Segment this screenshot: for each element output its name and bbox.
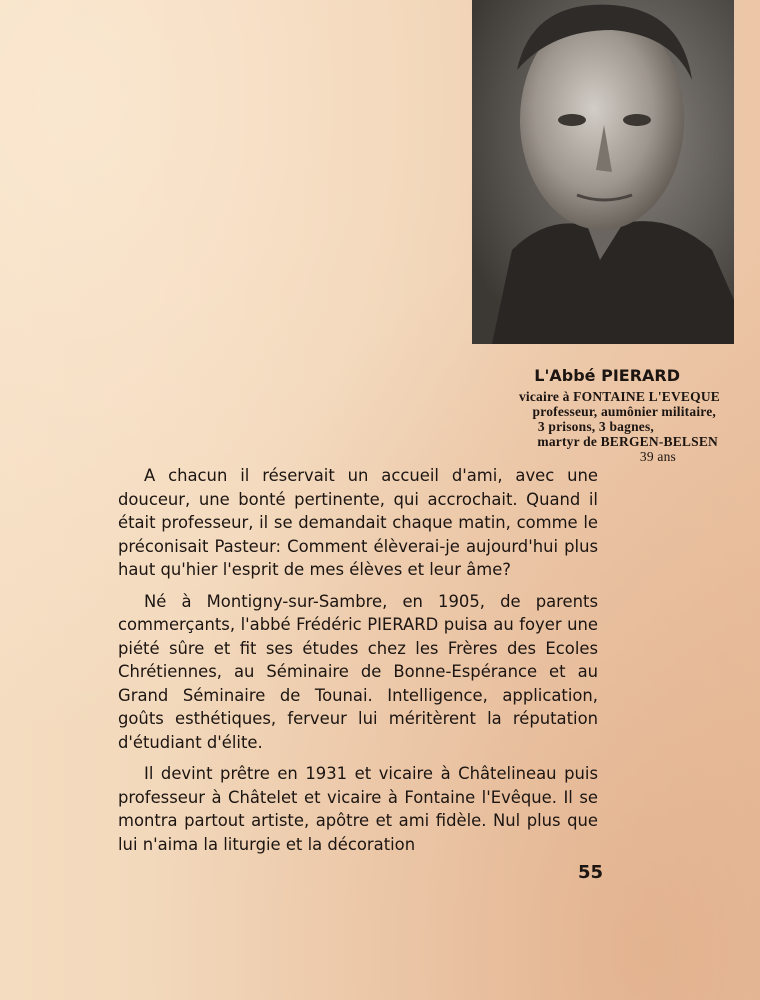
paragraph: Il devint prêtre en 1931 et vicaire à Châtelineau puis professeur à Châtelet et vicaire à Fontaine l'Evêque. Il se montra partout artiste, apôtre et ami fidèle. Nul plus que lui n'aima la liturgie et la décoration: [118, 764, 598, 854]
portrait-photo: [472, 0, 734, 344]
caption-line: professeur, aumônier militaire,: [532, 404, 716, 419]
body-text: [118, 464, 598, 864]
caption-line: 39 ans: [639, 449, 676, 464]
paragraph: A chacun il réservait un accueil d'ami, avec une douceur, une bonté pertinente, qui accrochait. Quand il était professeur, il se demandait chaque matin, comme le préconisait Pasteur: Comment élèverai-je aujourd'hui plus haut qu'hier l'esprit de mes élèves et leur âme?: [118, 466, 598, 579]
caption-line: 3 prisons, 3 bagnes,: [537, 419, 654, 434]
paragraph: Né à Montigny-sur-Sambre, en 1905, de parents commerçants, l'abbé Frédéric PIERARD puisa au foyer une piété sûre et fit ses études chez les Frères des Ecoles Chrétiennes, au Séminaire de Bonne-Espérance et au Grand Séminaire de Tounai. Intelligence, application, goûts esthétiques, ferveur lui méritèrent la réputation d'étudiant d'élite.: [118, 591, 598, 752]
caption-line: martyr de BERGEN-BELSEN: [537, 434, 718, 449]
page-number: 55: [578, 862, 604, 883]
portrait-image: [472, 0, 734, 344]
photo-caption: [470, 366, 720, 464]
caption-line: vicaire à FONTAINE L'EVEQUE: [518, 389, 720, 404]
caption-name: L'Abbé PIERARD: [534, 366, 680, 385]
